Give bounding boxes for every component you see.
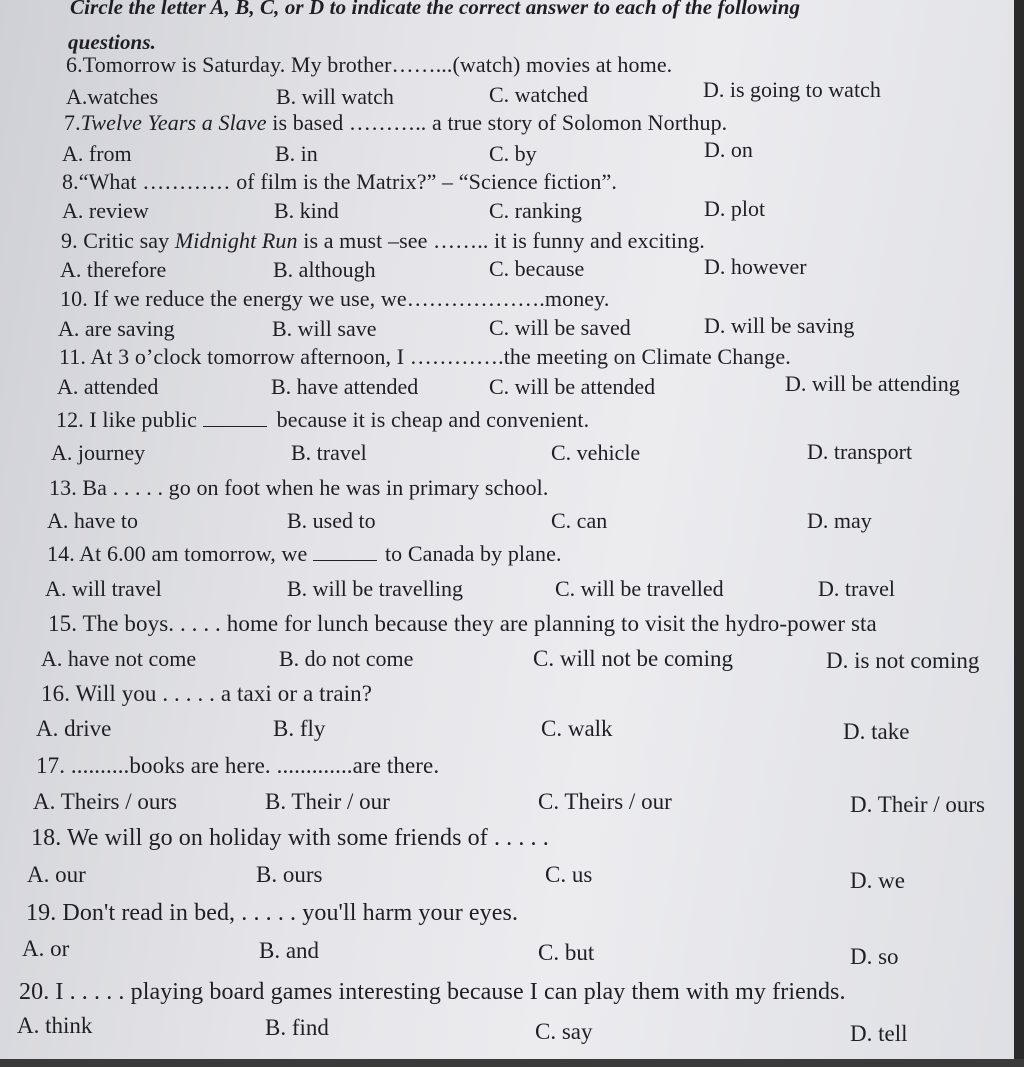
q16-option-a[interactable]: A. drive [36, 716, 112, 741]
q11-option-d[interactable]: D. will be attending [785, 371, 960, 396]
q15-option-d[interactable]: D. is not coming [826, 648, 980, 673]
q8-option-d[interactable]: D. plot [704, 196, 766, 221]
q15-option-b[interactable]: B. do not come [279, 646, 414, 671]
q17-option-a[interactable]: A. Theirs / ours [33, 789, 177, 814]
q8-option-c[interactable]: C. ranking [489, 198, 582, 223]
q10-option-b[interactable]: B. will save [272, 316, 377, 341]
q11-option-b[interactable]: B. have attended [271, 374, 419, 399]
q17-option-b[interactable]: B. Their / our [265, 789, 390, 814]
q7-rest: is based ……….. a true story of Solomon Northup. [266, 110, 728, 135]
q12-option-d[interactable]: D. transport [807, 439, 913, 464]
q10-option-a[interactable]: A. are saving [58, 316, 175, 341]
q11-option-a[interactable]: A. attended [57, 374, 159, 399]
question-7 [64, 110, 727, 136]
q14-option-c[interactable]: C. will be travelled [555, 576, 724, 601]
q20-option-b[interactable]: B. find [265, 1015, 329, 1040]
q9-option-a[interactable]: A. therefore [60, 257, 167, 282]
q16-option-c[interactable]: C. walk [541, 716, 613, 741]
q17-option-c[interactable]: C. Theirs / our [538, 789, 672, 814]
q10-option-d[interactable]: D. will be saving [704, 313, 855, 338]
question-18: 18. We will go on holiday with some friends of . . . . . [31, 825, 549, 851]
q11-option-c[interactable]: C. will be attended [489, 374, 656, 399]
q8-option-b[interactable]: B. kind [274, 198, 339, 223]
q14-option-b[interactable]: B. will be travelling [287, 576, 463, 601]
q6-option-a[interactable]: A.watches [66, 84, 159, 109]
instructions-line-1: Circle the letter A, B, C, or D to indicate the correct answer to each of the following [70, 0, 801, 19]
q20-option-d[interactable]: D. tell [850, 1021, 908, 1046]
q12-start: 12. I like public [56, 407, 203, 432]
q9-rest: is a must –see …….. it is funny and exciting. [297, 228, 705, 253]
q9-start: 9. Critic say [61, 228, 175, 253]
q20-option-a[interactable]: A. think [17, 1013, 93, 1038]
question-12 [56, 407, 589, 433]
q10-option-c[interactable]: C. will be saved [489, 315, 631, 340]
q7-option-a[interactable]: A. from [62, 141, 132, 166]
q13-option-c[interactable]: C. can [551, 508, 608, 533]
q12-answer-blank [203, 408, 267, 427]
q7-option-d[interactable]: D. on [704, 137, 753, 162]
question-10: 10. If we reduce the energy we use, we……………….money. [60, 286, 610, 311]
question-6: 6.Tomorrow is Saturday. My brother……...(watch) movies at home. [66, 52, 673, 77]
q6-option-c[interactable]: C. watched [489, 82, 588, 107]
page-edge-shadow-bottom [0, 1059, 1024, 1067]
q9-option-d[interactable]: D. however [704, 254, 807, 279]
q7-option-b[interactable]: B. in [275, 141, 318, 166]
q19-option-b[interactable]: B. and [259, 938, 320, 963]
q18-option-c[interactable]: C. us [545, 862, 593, 887]
q9-film-title: Midnight Run [174, 228, 298, 253]
question-17: 17. ..........books are here. .............are there. [36, 753, 440, 778]
question-19: 19. Don't read in bed, . . . . . you'll harm your eyes. [26, 900, 519, 926]
q20-option-c[interactable]: C. say [535, 1019, 593, 1044]
q8-option-a[interactable]: A. review [62, 198, 149, 223]
question-16: 16. Will you . . . . . a taxi or a train? [41, 681, 373, 706]
q16-option-b[interactable]: B. fly [273, 716, 326, 741]
q14-start: 14. At 6.00 am tomorrow, we [47, 541, 313, 566]
q17-option-d[interactable]: D. Their / ours [850, 792, 986, 817]
question-8: 8.“What ………… of film is the Matrix?” – “Science fiction”. [62, 169, 617, 194]
q13-option-d[interactable]: D. may [807, 508, 872, 533]
q13-option-a[interactable]: A. have to [47, 508, 139, 533]
page-edge-shadow-right [1014, 0, 1024, 1067]
question-14 [47, 541, 562, 567]
q15-option-a[interactable]: A. have not come [41, 646, 197, 671]
q14-answer-blank [313, 542, 377, 561]
question-15: 15. The boys. . . . . home for lunch because they are planning to visit the hydro-power sta [48, 611, 877, 636]
q19-option-d[interactable]: D. so [850, 944, 899, 969]
q7-film-title: Twelve Years a Slave [80, 110, 267, 135]
q9-option-c[interactable]: C. because [489, 256, 585, 281]
q19-option-a[interactable]: A. or [22, 936, 70, 961]
q16-option-d[interactable]: D. take [843, 719, 910, 744]
q6-option-b[interactable]: B. will watch [276, 84, 394, 109]
instructions-line-2: questions. [68, 30, 156, 54]
q14-option-d[interactable]: D. travel [818, 576, 895, 601]
q18-option-b[interactable]: B. ours [256, 862, 323, 887]
question-20: 20. I . . . . . playing board games interesting because I can play them with my friends. [19, 979, 846, 1005]
q12-option-a[interactable]: A. journey [51, 440, 146, 465]
q7-option-c[interactable]: C. by [489, 141, 537, 166]
question-9 [61, 228, 705, 254]
q12-option-c[interactable]: C. vehicle [551, 440, 641, 465]
q14-rest: to Canada by plane. [384, 541, 562, 566]
q12-rest: because it is cheap and convenient. [276, 407, 590, 432]
q19-option-c[interactable]: C. but [538, 940, 595, 965]
q18-option-d[interactable]: D. we [850, 868, 905, 893]
q18-option-a[interactable]: A. our [27, 862, 86, 887]
question-11: 11. At 3 o’clock tomorrow afternoon, I ………….the meeting on Climate Change. [59, 344, 791, 369]
q14-option-a[interactable]: A. will travel [45, 576, 162, 601]
q6-option-d[interactable]: D. is going to watch [703, 77, 881, 102]
q7-number: 7. [64, 110, 81, 135]
question-13: 13. Ba . . . . . go on foot when he was in primary school. [49, 475, 549, 500]
q9-option-b[interactable]: B. although [273, 257, 376, 282]
q12-option-b[interactable]: B. travel [291, 440, 367, 465]
q13-option-b[interactable]: B. used to [287, 508, 376, 533]
q15-option-c[interactable]: C. will not be coming [533, 646, 733, 671]
